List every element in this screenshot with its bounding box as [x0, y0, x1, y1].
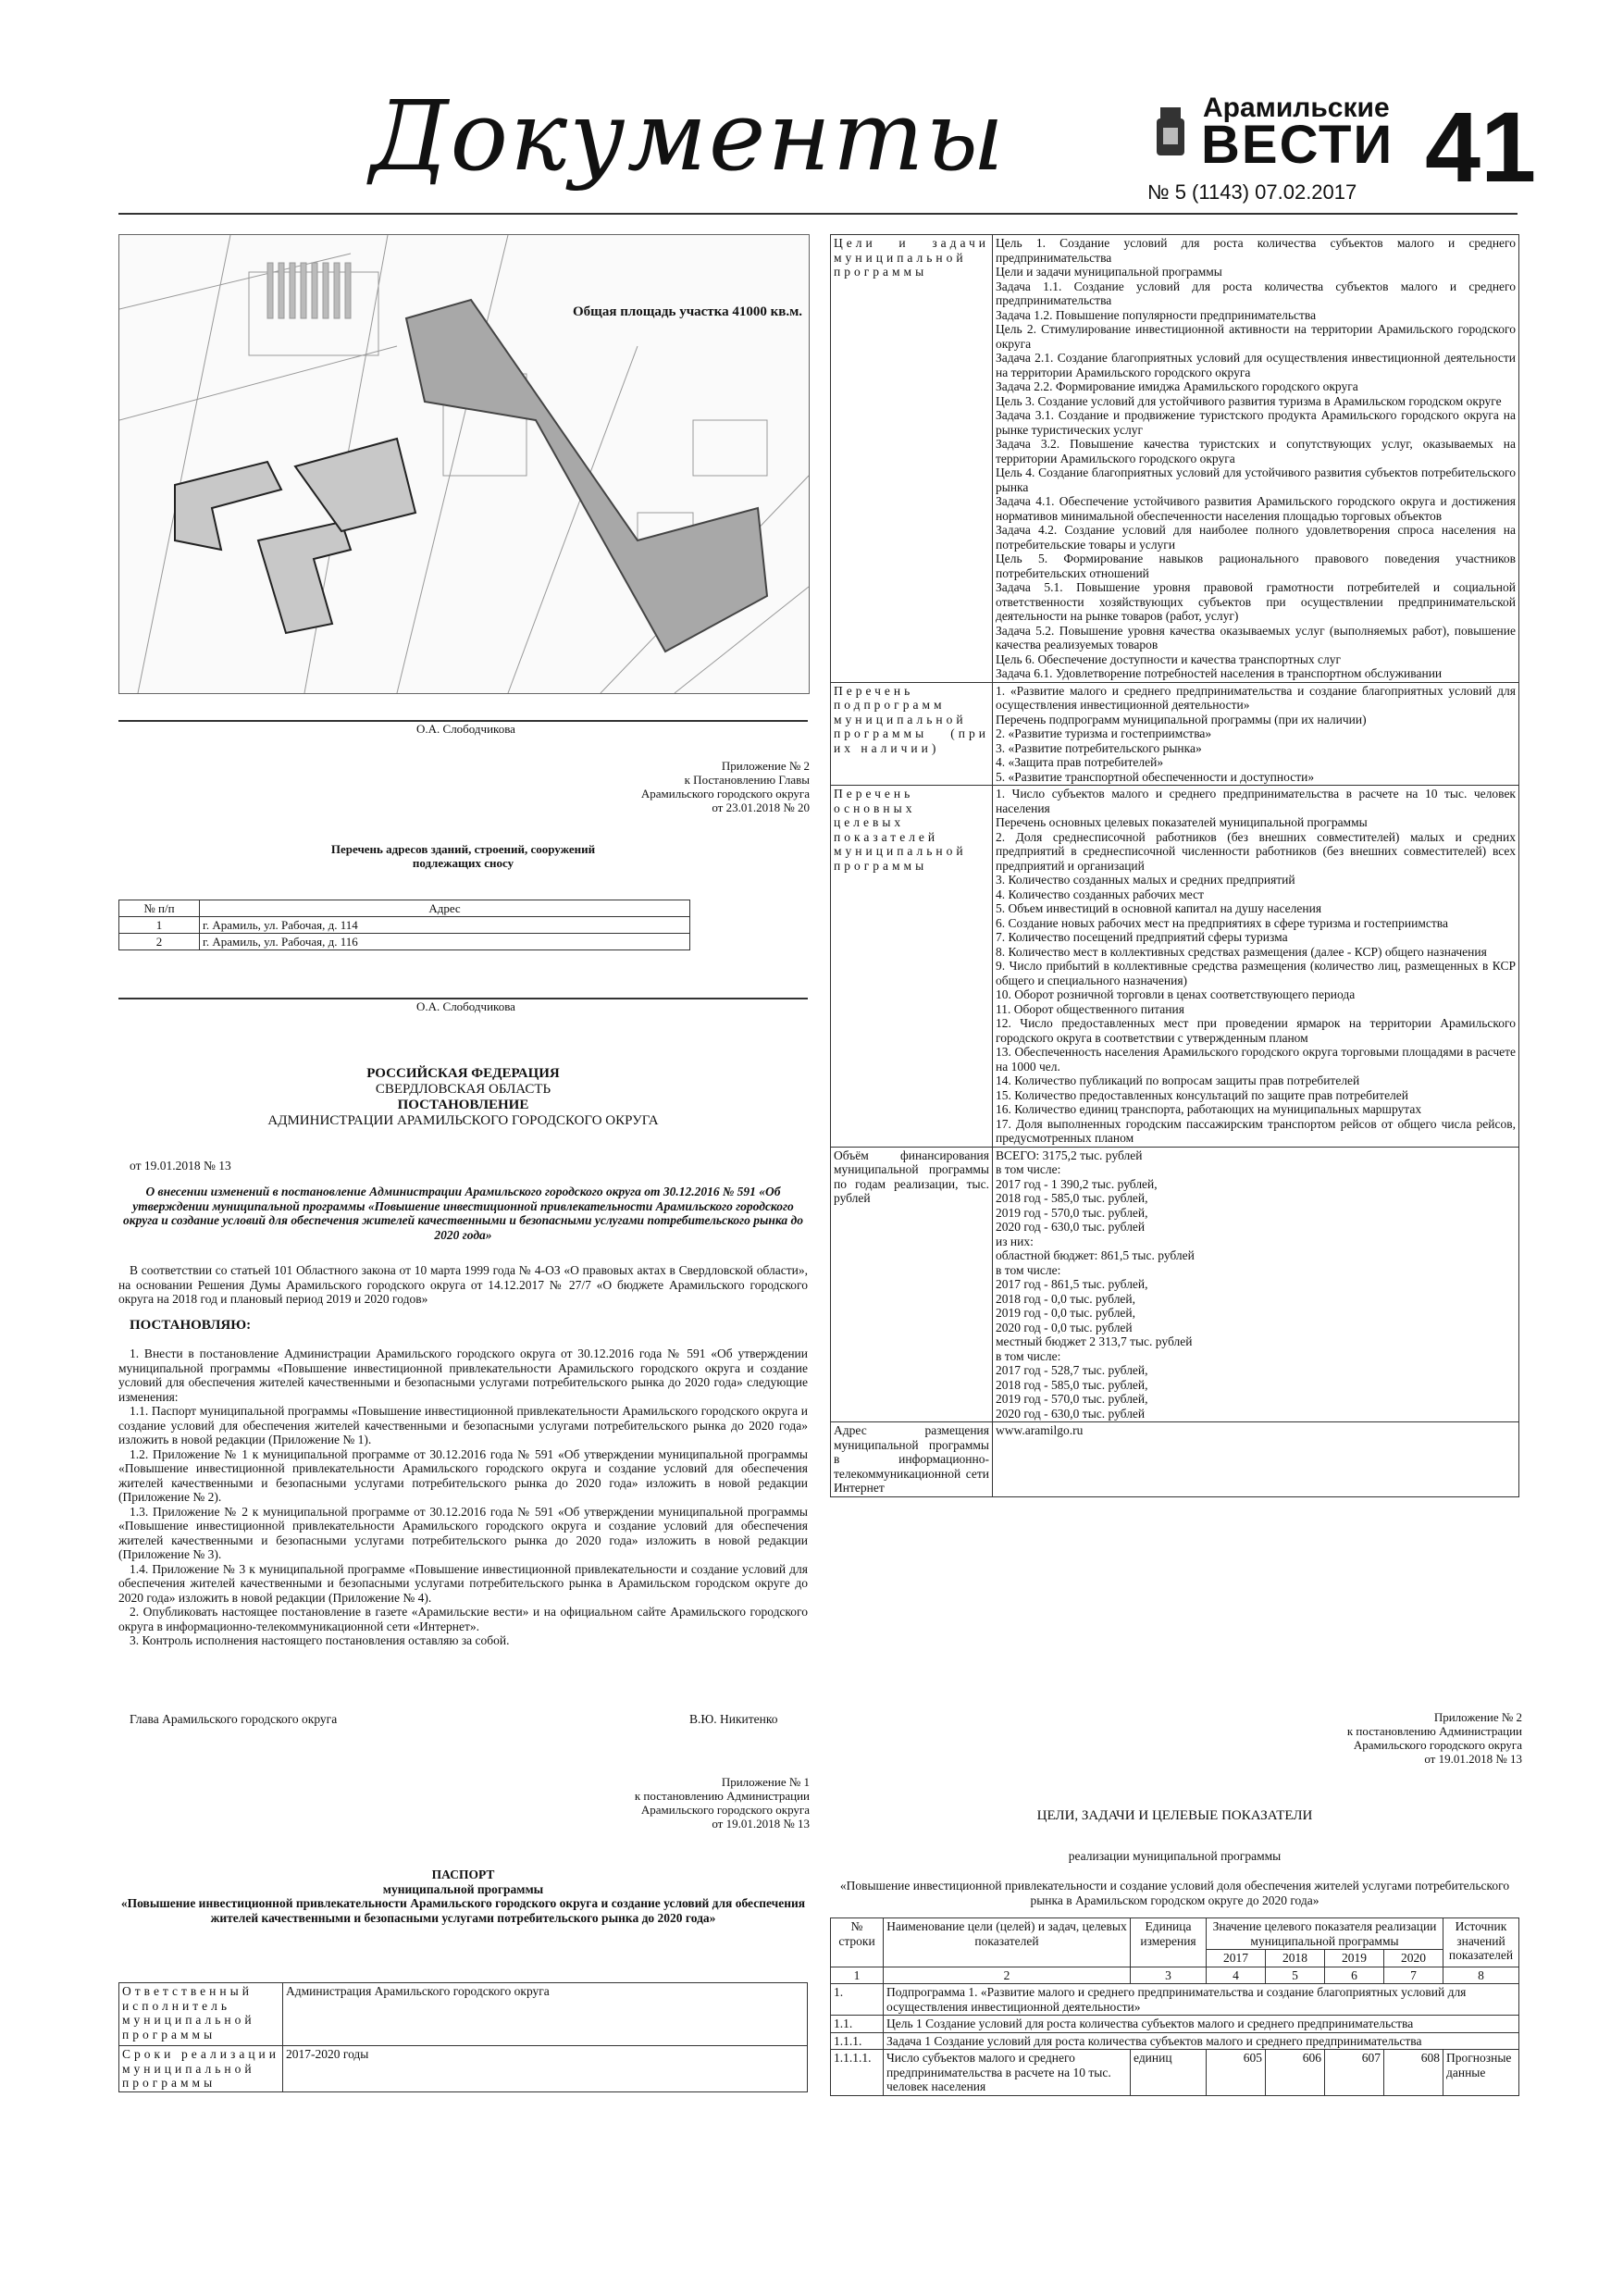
table-header	[831, 1918, 1519, 1950]
heading-line: Приложение № 2	[1433, 1710, 1522, 1724]
decree-line: ПОСТАНОВЛЕНИЕ	[397, 1098, 529, 1112]
goal-line: Цель 6. Обеспечение доступности и качества транспортных слуг	[996, 652, 1342, 666]
demolition-list-title	[118, 842, 808, 870]
cell-num: 1.1.	[831, 2016, 884, 2033]
passport-title	[118, 1868, 808, 1925]
table-row	[831, 786, 1519, 1148]
decree-item: 1.3. Приложение № 2 к муниципальной программе от 30.12.2016 года № 591 «Об утверждении муниципальной программы «Повышение инвестиционной привлекательности Арамильского городского округа и создание условий для обеспечения жителей качественными и безопасными услугами потребительского рынка до 2020 года» изложить в новой редакции (Приложение № 3).	[118, 1504, 808, 1561]
cell-value: 608	[1383, 2050, 1443, 2096]
indicator-line: 12. Число предоставленных мест при проведении ярмарок на территории Арамильского городского округа в соответствии с утвержденным планом	[996, 1016, 1516, 1045]
finance-line: 2020 год - 630,0 тыс. рублей	[996, 1220, 1146, 1234]
site-area-label: Общая площадь участка 41000 кв.м.	[573, 304, 803, 319]
heading-line: Арамильского городского округа	[1353, 1738, 1522, 1752]
cell-key: Сроки реализации муниципальной программы	[119, 2046, 283, 2092]
col-number: 6	[1324, 1967, 1383, 1984]
year-header: 2018	[1265, 1950, 1324, 1967]
cell-key: Ответственный исполнитель муниципальной программы	[119, 1983, 283, 2046]
indicator-line: 13. Обеспеченность населения Арамильского городского округа торговыми площадями в расчете на 1000 чел.	[996, 1045, 1516, 1074]
subprogs-cell	[993, 682, 1519, 786]
cell-key: Перечень подпрограмм муниципальной программы (при их наличии)	[831, 682, 993, 786]
finance-line: 2017 год - 861,5 тыс. рублей,	[996, 1277, 1148, 1291]
table-header	[119, 900, 690, 917]
table-row	[119, 917, 690, 934]
indicators-table	[830, 1917, 1519, 2096]
heading-line: к постановлению Администрации	[1346, 1724, 1522, 1738]
indicator-line: 5. Объем инвестиций в основной капитал на душу населения	[996, 901, 1322, 915]
heading-line: от 19.01.2018 № 13	[712, 1817, 810, 1831]
heading-line: к Постановлению Главы	[684, 773, 810, 787]
cell-address: г. Арамиль, ул. Рабочая, д. 114	[200, 917, 690, 934]
indicators-cell	[993, 786, 1519, 1148]
indicator-line: 9. Число прибытий в коллективные средства размещения (количество лиц, размещенных в КСР общего и специального назначения)	[996, 959, 1516, 987]
year-header: 2017	[1207, 1950, 1266, 1967]
heading-line: Арамильского городского округа	[640, 1803, 810, 1817]
subprog-line: 1. «Развитие малого и среднего предпринимательства и создание благоприятных условий для осуществления инвестиционной деятельности»	[996, 683, 1516, 712]
goal-line: Задача 5.1. Повышение уровня правовой грамотности потребителей и социальной ответственности хозяйствующих субъектов при осуществлении предпринимательской деятельности на рынке товаров (работ, услуг)	[996, 580, 1516, 623]
goal-line: Задача 3.2. Повышение качества туристских и сопутствующих услуг, оказываемых на территории Арамильского городского округа	[996, 437, 1516, 465]
site-link[interactable]: www.aramilgo.ru	[993, 1422, 1519, 1497]
table-row	[119, 934, 690, 950]
indicator-line: 8. Количество мест в коллективных средствах размещения (далее - КСР) общего назначения	[996, 944, 1487, 959]
goal-line: Цели и задачи муниципальной программы	[996, 265, 1222, 279]
finance-line: 2018 год - 585,0 тыс. рублей,	[996, 1191, 1148, 1205]
site-plan-map	[118, 234, 810, 694]
cell-num: 1	[119, 917, 200, 934]
section-title: Документы	[370, 80, 1007, 192]
decree-header	[118, 1066, 808, 1129]
goal-line: Цель 1. Создание условий для роста количества субъектов малого и среднего предпринимательства	[996, 236, 1516, 265]
title-line: подлежащих сносу	[412, 856, 514, 870]
coat-of-arms-icon	[1147, 102, 1194, 168]
subprog-line: 5. «Развитие транспортной обеспеченности и доступности»	[996, 769, 1315, 784]
indicator-line: 7. Количество посещений предприятий сферы туризма	[996, 930, 1288, 944]
cell-value: 607	[1324, 2050, 1383, 2096]
subprog-line: 2. «Развитие туризма и гостеприимства»	[996, 726, 1212, 740]
finance-line: в том числе:	[996, 1262, 1061, 1277]
heading-line: Арамильского городского округа	[640, 787, 810, 800]
col-header-name: Наименование цели (целей) и задач, целевых показателей	[884, 1918, 1131, 1967]
goal-line: Задача 1.1. Создание условий для роста количества субъектов малого и среднего предпринимательства	[996, 279, 1516, 307]
col-number: 5	[1265, 1967, 1324, 1984]
finance-cell	[993, 1147, 1519, 1422]
cell-subprogram: Подпрограмма 1. «Развитие малого и среднего предпринимательства и создание благоприятных условий для осуществления инвестиционной деятельности»	[884, 1984, 1519, 2016]
finance-line: 2020 год - 0,0 тыс. рублей	[996, 1320, 1133, 1334]
decree-items	[118, 1347, 808, 1648]
cell-key: Объём финансирования муниципальной программы по годам реализации, тыс. рублей	[831, 1147, 993, 1422]
table-row	[119, 2046, 808, 2092]
finance-line: в том числе:	[996, 1348, 1061, 1363]
signature-role: Глава Арамильского городского округа	[130, 1712, 338, 1726]
cell-value: Администрация Арамильского городского округа	[283, 1983, 808, 2046]
brand-name-top: Арамильские	[1203, 93, 1390, 123]
cell-goal: Цель 1 Создание условий для роста количества субъектов малого и среднего предпринимательства	[884, 2016, 1519, 2033]
indicator-line: Перечень основных целевых показателей муниципальной программы	[996, 815, 1368, 829]
table-row	[831, 1147, 1519, 1422]
finance-line: 2018 год - 0,0 тыс. рублей,	[996, 1291, 1136, 1306]
finance-line: 2019 год - 570,0 тыс. рублей,	[996, 1392, 1148, 1406]
title-line: ПАСПОРТ	[431, 1868, 495, 1881]
cell-unit: единиц	[1131, 2050, 1207, 2096]
indicator-line: 6. Создание новых рабочих мест на предприятиях в сфере туризма и гостеприимства	[996, 915, 1448, 930]
goal-line: Задача 1.2. Повышение популярности предпринимательства	[996, 307, 1317, 322]
indicator-line: 10. Оборот розничной торговли в ценах соответствующего периода	[996, 987, 1356, 1001]
list-signer: О.А. Слободчикова	[416, 999, 515, 1013]
finance-line: 2017 год - 1 390,2 тыс. рублей,	[996, 1176, 1158, 1191]
demolition-table	[118, 900, 690, 950]
indicator-line: 4. Количество созданных рабочих мест	[996, 887, 1205, 901]
decree-line: РОССИЙСКАЯ ФЕДЕРАЦИЯ	[366, 1066, 560, 1081]
title-line: Перечень адресов зданий, строений, сооружений	[330, 842, 596, 856]
decree-resolve: ПОСТАНОВЛЯЮ:	[130, 1318, 252, 1333]
goal-line: Цель 2. Стимулирование инвестиционной активности на территории Арамильского городского округа	[996, 322, 1516, 351]
signature-name: В.Ю. Никитенко	[689, 1712, 778, 1726]
indicator-line: 14. Количество публикаций по вопросам защиты прав потребителей	[996, 1074, 1360, 1087]
issue-number: № 5 (1143) 07.02.2017	[1147, 180, 1357, 204]
decree-item: 3. Контроль исполнения настоящего постановления оставляю за собой.	[130, 1633, 510, 1647]
cell-key: Адрес размещения муниципальной программы в информационно-телекоммуникационной сети Интернет	[831, 1422, 993, 1497]
goal-line: Задача 3.1. Создание и продвижение туристского продукта Арамильского городского округа на рынке туристических услуг	[996, 408, 1516, 437]
finance-line: из них:	[996, 1234, 1034, 1248]
page-number: 41	[1425, 91, 1537, 203]
table-row	[831, 1422, 1519, 1497]
cell-num: 1.1.1.1.	[831, 2050, 884, 2096]
title-line: «Повышение инвестиционной привлекательности Арамильского городского округа и создание условий для обеспечения жителей качественными и безопасными услугами потребительского рынка до 2020 года»	[120, 1896, 806, 1925]
subprog-line: Перечень подпрограмм муниципальной программы (при их наличии)	[996, 712, 1367, 726]
cell-task: Задача 1 Создание условий для роста количества субъектов малого и среднего предпринимательства	[884, 2032, 1519, 2050]
goal-line: Задача 5.2. Повышение уровня качества оказываемых услуг (выполняемых работ), повышение качества реализуемых товаров	[996, 623, 1516, 652]
table-row	[831, 1984, 1519, 2016]
cell-name: Число субъектов малого и среднего предпринимательства в расчете на 10 тыс. человек населения	[884, 2050, 1131, 2096]
col-header-source: Источник значений показателей	[1443, 1918, 1519, 1967]
decree-subject: О внесении изменений в постановление Администрации Арамильского городского округа от 30.12.2016 № 591 «Об утверждении муниципальной программы «Повышение инвестиционной привлекательности Арамильского городского округа и создание условий для обеспечения жителей качественными и безопасными услугами потребительского рынка до 2020 года»	[123, 1185, 803, 1242]
col-header-value: Значение целевого показателя реализации муниципальной программы	[1207, 1918, 1443, 1950]
indicator-line: 1. Число субъектов малого и среднего предпринимательства в расчете на 10 тыс. человек населения	[996, 787, 1516, 815]
decree-item: 1. Внести в постановление Администрации Арамильского городского округа от 30.12.2016 года № 591 «Об утверждении муниципальной программы «Повышение инвестиционной привлекательности Арамильского городского округа и создание условий для обеспечения жителей качественными и безопасными услугами потребительского рынка до 2020 года» следующие изменения:	[118, 1347, 808, 1404]
finance-line: 2018 год - 585,0 тыс. рублей,	[996, 1377, 1148, 1392]
table-row	[831, 2050, 1519, 2096]
cell-num: 2	[119, 934, 200, 950]
finance-line: местный бюджет 2 313,7 тыс. рублей	[996, 1334, 1193, 1348]
goal-line: Цель 4. Создание благоприятных условий для устойчивого развития субъектов потребительского рынка	[996, 465, 1516, 494]
heading-line: от 19.01.2018 № 13	[1424, 1752, 1522, 1766]
cell-value: 2017-2020 годы	[283, 2046, 808, 2092]
decree-item: 1.1. Паспорт муниципальной программы «Повышение инвестиционной привлекательности Арамильского городского округа и создание условий для обеспечения жителей качественными и безопасными услугами потребительского рынка до 2020 года» изложить в новой редакции (Приложение № 1).	[118, 1404, 808, 1446]
subprog-line: 3. «Развитие потребительского рынка»	[996, 740, 1202, 755]
finance-line: ВСЕГО: 3175,2 тыс. рублей	[996, 1148, 1143, 1162]
table-row	[831, 2016, 1519, 2033]
title-line: муниципальной программы	[382, 1881, 544, 1896]
appendix2-left-heading	[500, 759, 810, 814]
brand-name-main: ВЕСТИ	[1201, 115, 1394, 175]
indicator-line: 17. Доля выполненных городским пассажирским транспортом рейсов от общего числа рейсов, предусмотренных планом	[996, 1116, 1516, 1145]
col-number: 8	[1443, 1967, 1519, 1984]
passport-table-left	[118, 1982, 808, 2092]
appendix2-right-heading	[1212, 1710, 1522, 1766]
decree-item: 1.2. Приложение № 1 к муниципальной программе от 30.12.2016 года № 591 «Об утверждении муниципальной программы «Повышение инвестиционной привлекательности Арамильского городского округа и создание условий для обеспечения жителей качественными и безопасными услугами потребительского рынка до 2020 года» изложить в новой редакции (Приложение № 2).	[118, 1446, 808, 1504]
heading-line: Приложение № 1	[721, 1775, 810, 1789]
cell-value: 606	[1265, 2050, 1324, 2096]
decree-item: 2. Опубликовать настоящее постановление в газете «Арамильские вести» и на официальном сайте Арамильского городского округа в информационно-телекоммуникационной сети «Интернет».	[118, 1605, 808, 1633]
goal-line: Задача 4.2. Создание условий для наиболее полного удовлетворения спроса населения на потребительские товары и услуги	[996, 523, 1516, 552]
col-header-num: № строки	[831, 1918, 884, 1967]
decree-line: СВЕРДЛОВСКАЯ ОБЛАСТЬ	[375, 1082, 551, 1097]
decree-item: 1.4. Приложение № 3 к муниципальной программе «Повышение инвестиционной привлекательности и создание условий для обеспечения жителей качественными и безопасными услугами потребительского рынка в Арамильском городском округе до 2020 года» изложить в новой редакции (Приложение № 4).	[118, 1561, 808, 1605]
col-number: 2	[884, 1967, 1131, 1984]
table-row	[831, 235, 1519, 683]
year-header: 2019	[1324, 1950, 1383, 1967]
indicators-subtitle: реализации муниципальной программы	[1068, 1849, 1282, 1863]
heading-line: Приложение № 2	[721, 759, 810, 773]
finance-line: в том числе:	[996, 1162, 1061, 1176]
cell-source: Прогнозные данные	[1443, 2050, 1519, 2096]
col-header-address: Адрес	[200, 900, 690, 917]
table-row	[119, 1983, 808, 2046]
finance-line: 2020 год - 630,0 тыс. рублей	[996, 1406, 1146, 1421]
cell-num: 1.1.1.	[831, 2032, 884, 2050]
finance-line: областной бюджет: 861,5 тыс. рублей	[996, 1248, 1195, 1262]
goal-line: Цель 5. Формирование навыков рационального правового поведения участников потребительских отношений	[996, 552, 1516, 580]
col-number: 3	[1131, 1967, 1207, 1984]
table-row	[831, 2032, 1519, 2050]
cell-key: Перечень основных целевых показателей муниципальной программы	[831, 786, 993, 1148]
col-number: 1	[831, 1967, 884, 1984]
decree-date: от 19.01.2018 № 13	[130, 1159, 231, 1173]
subprog-line: 4. «Защита прав потребителей»	[996, 755, 1164, 769]
decree-preamble: В соответствии со статьей 101 Областного закона от 10 марта 1999 года № 4-ОЗ «О правовых актах в Свердловской области», на основании Решения Думы Арамильского городского округа от 14.12.2017 № 27/7 «О бюджете Арамильского городского округа на 2018 год и плановый период 2019 и 2020 годов»	[118, 1263, 808, 1306]
cell-num: 1.	[831, 1984, 884, 2016]
col-number: 7	[1383, 1967, 1443, 1984]
appendix1-heading	[500, 1775, 810, 1831]
header-rule	[118, 213, 1518, 215]
goal-line: Задача 2.2. Формирование имиджа Арамильского городского округа	[996, 379, 1358, 393]
map-signer: О.А. Слободчикова	[416, 722, 515, 736]
goal-line: Задача 6.1. Удовлетворение потребностей населения в транспортном обслуживании	[996, 666, 1443, 680]
cell-value: 605	[1207, 2050, 1266, 2096]
indicator-line: 16. Количество единиц транспорта, работающих на муниципальных маршрутах	[996, 1102, 1422, 1116]
finance-line: 2017 год - 528,7 тыс. рублей,	[996, 1363, 1148, 1377]
cell-key: Цели и задачи муниципальной программы	[831, 235, 993, 683]
col-header-num: № п/п	[119, 900, 200, 917]
passport-table-right	[830, 234, 1519, 1497]
year-header: 2020	[1383, 1950, 1443, 1967]
decree-line: АДМИНИСТРАЦИИ АРАМИЛЬСКОГО ГОРОДСКОГО ОКРУГА	[267, 1113, 659, 1128]
finance-line: 2019 год - 0,0 тыс. рублей,	[996, 1306, 1136, 1320]
finance-line: 2019 год - 570,0 тыс. рублей,	[996, 1205, 1148, 1220]
heading-line: от 23.01.2018 № 20	[712, 800, 810, 814]
table-colnum-row	[831, 1967, 1519, 1984]
col-header-unit: Единица измерения	[1131, 1918, 1207, 1967]
goal-line: Задача 4.1. Обеспечение устойчивого развития Арамильского городского округа и достижения нормативов минимальной обеспеченности населения площадью торговых объектов	[996, 494, 1516, 523]
goal-line: Задача 2.1. Создание благоприятных условий для осуществления инвестиционной деятельности на территории Арамильского городского округа	[996, 351, 1516, 379]
heading-line: к постановлению Администрации	[634, 1789, 810, 1803]
indicator-line: 2. Доля среднесписочной работников (без внешних совместителей) малых и средних предприятий в среднесписочной численности работников (без внешних совместителей) всех предприятий и организаций	[996, 829, 1516, 873]
cell-address: г. Арамиль, ул. Рабочая, д. 116	[200, 934, 690, 950]
indicator-line: 15. Количество предоставленных консультаций по защите прав потребителей	[996, 1087, 1409, 1102]
indicator-line: 11. Оборот общественного питания	[996, 1001, 1184, 1016]
indicators-program-name: «Повышение инвестиционной привлекательности и создание условий доля обеспечения жителей услугами потребительского рынка в Арамильском городском округе до 2020 года»	[839, 1879, 1510, 1907]
indicator-line: 3. Количество созданных малых и средних предприятий	[996, 873, 1295, 887]
table-row	[831, 682, 1519, 786]
goals-cell	[993, 235, 1519, 683]
indicators-title: ЦЕЛИ, ЗАДАЧИ И ЦЕЛЕВЫЕ ПОКАЗАТЕЛИ	[1036, 1808, 1313, 1823]
col-number: 4	[1207, 1967, 1266, 1984]
goal-line: Цель 3. Создание условий для устойчивого развития туризма в Арамильском городском округе	[996, 393, 1502, 408]
